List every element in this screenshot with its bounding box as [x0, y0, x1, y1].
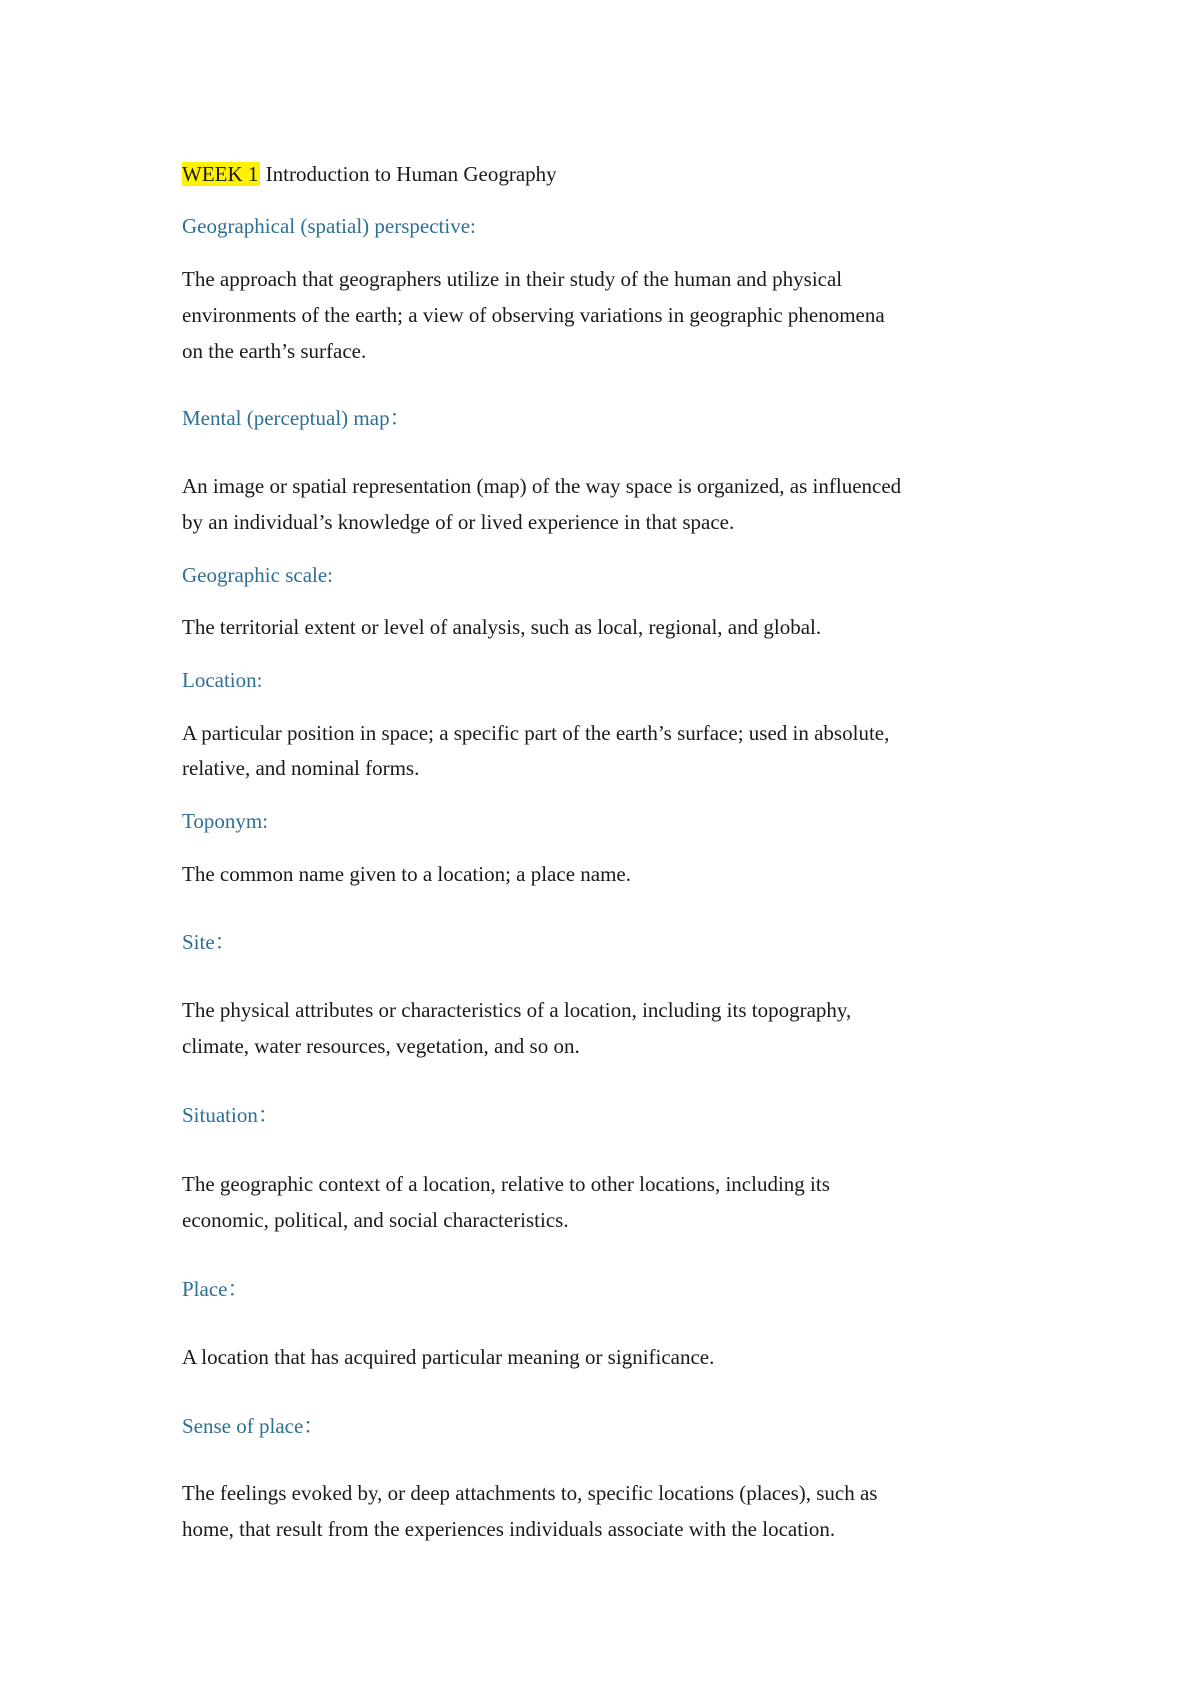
definition-line: The feelings evoked by, or deep attachments to, specific locations (places), such as: [182, 1481, 878, 1505]
term-location: Location:: [182, 668, 263, 692]
title-text: Introduction to Human Geography: [260, 162, 557, 186]
definition-line: The approach that geographers utilize in their study of the human and physical: [182, 267, 843, 291]
term-situation: Situation：: [182, 1103, 279, 1127]
definition-line: The physical attributes or characteristics of a location, including its topography,: [182, 998, 852, 1022]
week-highlight: WEEK 1: [182, 162, 259, 186]
term-sense-of-place: Sense of place：: [182, 1414, 325, 1438]
definition-line: A location that has acquired particular meaning or significance.: [182, 1345, 715, 1369]
definition-line: on the earth’s surface.: [182, 339, 367, 363]
definition-line: environments of the earth; a view of observing variations in geographic phenomena: [182, 303, 885, 327]
term-geographical-perspective: Geographical (spatial) perspective:: [182, 214, 476, 238]
definition-line: home, that result from the experiences individuals associate with the location.: [182, 1517, 836, 1541]
definition-line: A particular position in space; a specific part of the earth’s surface; used in absolute,: [182, 721, 890, 745]
document-title: [182, 162, 1042, 186]
definition-line: economic, political, and social characteristics.: [182, 1208, 569, 1232]
term-place: Place：: [182, 1277, 249, 1301]
definition-line: An image or spatial representation (map) of the way space is organized, as influenced: [182, 474, 902, 498]
term-toponym: Toponym:: [182, 809, 269, 833]
definition-line: climate, water resources, vegetation, and so on.: [182, 1034, 580, 1058]
term-mental-map: Mental (perceptual) map：: [182, 406, 411, 430]
definition-line: The geographic context of a location, relative to other locations, including its: [182, 1172, 830, 1196]
definition-line: The territorial extent or level of analysis, such as local, regional, and global.: [182, 615, 822, 639]
definition-line: relative, and nominal forms.: [182, 756, 420, 780]
definition-line: The common name given to a location; a place name.: [182, 862, 631, 886]
term-geographic-scale: Geographic scale:: [182, 563, 334, 587]
term-site: Site：: [182, 930, 236, 954]
definition-line: by an individual’s knowledge of or lived experience in that space.: [182, 510, 735, 534]
